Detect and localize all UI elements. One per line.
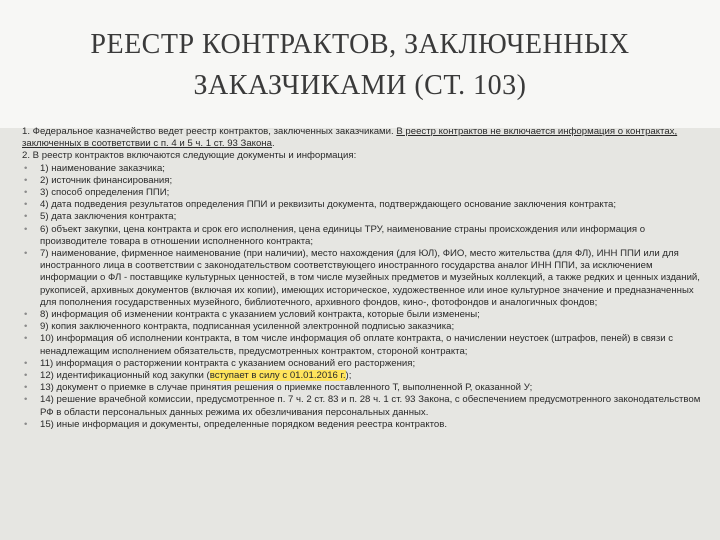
list-item-text: 11) информация о расторжении контракта с указанием оснований его расторжения; — [40, 357, 416, 369]
list-item — [22, 419, 706, 431]
highlighted-date: вступает в силу с 01.01.2016 г. — [209, 370, 346, 382]
list-item — [22, 211, 706, 223]
bullet-icon: • — [24, 418, 28, 430]
title-area — [0, 0, 720, 128]
list-item — [22, 333, 706, 357]
paragraph-2: 2. В реестр контрактов включаются следующие документы и информация: — [22, 150, 357, 162]
list-item-text: 10) информация об исполнении контракта, в том числе информация об оплате контракта, о начислении неустоек (штрафов, пеней) в связи с ненадлежащим исполнением обязательств, предусмотренных контрактом, стороной контракта; — [40, 333, 674, 357]
list-item-tail: ); — [345, 370, 352, 382]
list-item — [22, 382, 706, 394]
list-item-text: 13) документ о приемке в случае принятия решения о приемке поставленного Т, выполненной Р, оказанной У; — [40, 382, 533, 394]
paragraph-1-tail: . — [271, 138, 275, 150]
bullet-icon: • — [24, 309, 28, 321]
bullet-icon: • — [24, 321, 28, 333]
list-item-text: 6) объект закупки, цена контракта и срок его исполнения, цена единицы ТРУ, наименование страны происхождения или информация о производителе товара в отношении исполненного контракта; — [40, 223, 646, 247]
list-item-text: 8) информация об изменении контракта с указанием условий контракта, которые были изменены; — [40, 309, 480, 321]
list-item-text: 3) способ определения ППИ; — [40, 187, 170, 199]
paragraph-1-underlined: В реестр контрактов не включается информация о контрактах, заключенных в соответствии с п. 4 и 5 ч. 1 ст. 93 Закона — [22, 126, 678, 150]
slide-body — [22, 126, 706, 431]
list-item — [22, 224, 706, 248]
list-item-text: 9) копия заключенного контракта, подписанная усиленной электронной подписью заказчика; — [40, 321, 455, 333]
list-item-text: 1) наименование заказчика; — [40, 162, 165, 174]
paragraph-1-text: 1. Федеральное казначейство ведет реестр контрактов, заключенных заказчиками. — [22, 126, 397, 137]
list-item — [22, 370, 706, 382]
list-item — [22, 175, 706, 187]
list-item-text: 2) источник финансирования; — [40, 174, 173, 186]
bullet-icon: • — [24, 223, 28, 235]
list-item — [22, 248, 706, 309]
title-line-2: ЗАКАЗЧИКАМИ (СТ. 103) — [193, 70, 527, 101]
bullet-icon: • — [24, 162, 28, 174]
list-item-text: 15) иные информация и документы, определенные порядком ведения реестра контрактов. — [40, 418, 448, 430]
bullet-icon: • — [24, 248, 28, 260]
bullet-icon: • — [24, 211, 28, 223]
bullet-icon: • — [24, 394, 28, 406]
bullet-icon: • — [24, 333, 28, 345]
bullet-icon: • — [24, 199, 28, 211]
list-item-text: 14) решение врачебной комиссии, предусмотренное п. 7 ч. 2 ст. 83 и п. 28 ч. 1 ст. 93 Закона, с обеспечением предусмотренного законодательством РФ в области персональных данных режима их обезличивания персональных данных. — [40, 394, 701, 418]
list-item — [22, 309, 706, 321]
list-item-text: 5) дата заключения контракта; — [40, 211, 177, 223]
list-item — [22, 163, 706, 175]
list-item — [22, 394, 706, 418]
title-line-1: РЕЕСТР КОНТРАКТОВ, ЗАКЛЮЧЕННЫХ — [90, 29, 630, 60]
list-item-text: 4) дата подведения результатов определения ППИ и реквизиты документа, подтверждающего основание заключения контракта; — [40, 199, 616, 211]
document-list — [22, 163, 706, 431]
list-item — [22, 358, 706, 370]
list-item — [22, 321, 706, 333]
bullet-icon: • — [24, 382, 28, 394]
bullet-icon: • — [24, 357, 28, 369]
paragraph-1 — [22, 126, 706, 150]
slide-title — [40, 24, 680, 106]
list-item-text: 12) идентификационный код закупки ( — [40, 370, 210, 382]
list-item — [22, 199, 706, 211]
list-item — [22, 187, 706, 199]
bullet-icon: • — [24, 187, 28, 199]
list-item-text: 7) наименование, фирменное наименование (при наличии), место нахождения (для ЮЛ), ФИО, место жительства (для ФЛ), ИНН ППИ или для иностранного лица в соответствии с законодательством соответствующего иностранного государства аналог ИНН ППИ, за исключением информации о ФЛ - поставщике культурных ценностей, в том числе музейных предметов и музейных коллекций, а также редких и ценных изданий, рукописей, архивных документов (включая их копии), имеющих историческое, художественное или иное культурное значение и предназначенных для пополнения государственных музейного, библиотечного, архивного фондов, кино-, фотофондов и аналогичных фондов; — [40, 248, 700, 308]
bullet-icon: • — [24, 174, 28, 186]
bullet-icon: • — [24, 370, 28, 382]
